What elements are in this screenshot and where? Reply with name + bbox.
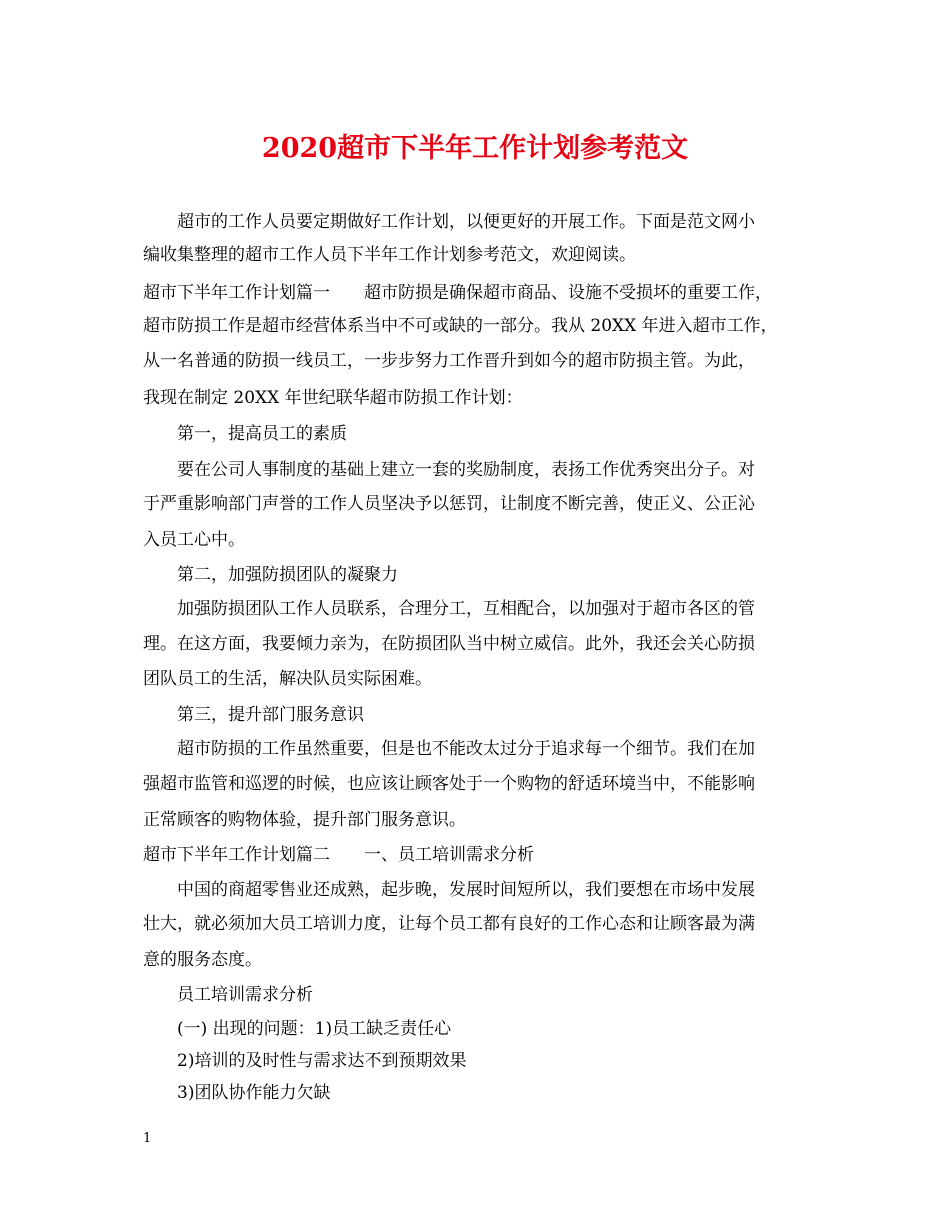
page-number: 1 [143, 1131, 152, 1146]
paragraph-line: 要在公司人事制度的基础上建立一套的奖励制度，表扬工作优秀突出分子。对 [177, 460, 755, 480]
paragraph-line: 理。在这方面，我要倾力亲为，在防损团队当中树立威信。此外，我还会关心防损 [143, 634, 755, 654]
section-heading: 第三，提升部门服务意识 [177, 705, 364, 725]
paragraph-line: 正常顾客的购物体验，提升部门服务意识。 [143, 810, 466, 830]
paragraph-line: 加强防损团队工作人员联系，合理分工，互相配合，以加强对于超市各区的管 [177, 599, 755, 619]
paragraph-line: 超市下半年工作计划篇一 超市防损是确保超市商品、设施不受损坏的重要工作， [143, 283, 772, 303]
document-title: 2020超市下半年工作计划参考范文 [261, 133, 689, 164]
paragraph-line: 于严重影响部门声誉的工作人员坚决予以惩罚，让制度不断完善，使正义、公正沁 [143, 494, 755, 514]
paragraph-line: 壮大，就必须加大员工培训力度，让每个员工都有良好的工作心态和让顾客最为满 [143, 914, 755, 934]
section-heading: 员工培训需求分析 [177, 985, 313, 1005]
paragraph-line: 超市的工作人员要定期做好工作计划，以便更好的开展工作。下面是范文网小 [177, 212, 755, 232]
section-heading: 第二，加强防损团队的凝聚力 [177, 565, 398, 585]
section-heading: 第一，提高员工的素质 [177, 424, 347, 444]
paragraph-line: 团队员工的生活，解决队员实际困难。 [143, 669, 432, 689]
paragraph-line: 从一名普通的防损一线员工，一步步努力工作晋升到如今的超市防损主管。为此， [143, 351, 755, 371]
list-item: 2)培训的及时性与需求达不到预期效果 [177, 1051, 467, 1071]
paragraph-line: 意的服务态度。 [143, 950, 262, 970]
paragraph-line: 中国的商超零售业还成熟，起步晚，发展时间短所以，我们要想在市场中发展 [177, 880, 755, 900]
list-item: 3)团队协作能力欠缺 [177, 1083, 331, 1103]
paragraph-line: 入员工心中。 [143, 530, 245, 550]
paragraph-line: 编收集整理的超市工作人员下半年工作计划参考范文，欢迎阅读。 [143, 245, 636, 265]
paragraph-line: 强超市监管和巡逻的时候，也应该让顾客处于一个购物的舒适环境当中，不能影响 [143, 774, 755, 794]
paragraph-line: 超市防损的工作虽然重要，但是也不能改太过分于追求每一个细节。我们在加 [177, 739, 755, 759]
paragraph-line: 超市下半年工作计划篇二 一、员工培训需求分析 [143, 845, 534, 865]
paragraph-line: 超市防损工作是超市经营体系当中不可或缺的一部分。我从 20XX 年进入超市工作， [143, 316, 778, 336]
list-item: (一) 出现的问题：1)员工缺乏责任心 [177, 1019, 452, 1039]
paragraph-line: 我现在制定 20XX 年世纪联华超市防损工作计划： [143, 388, 523, 408]
